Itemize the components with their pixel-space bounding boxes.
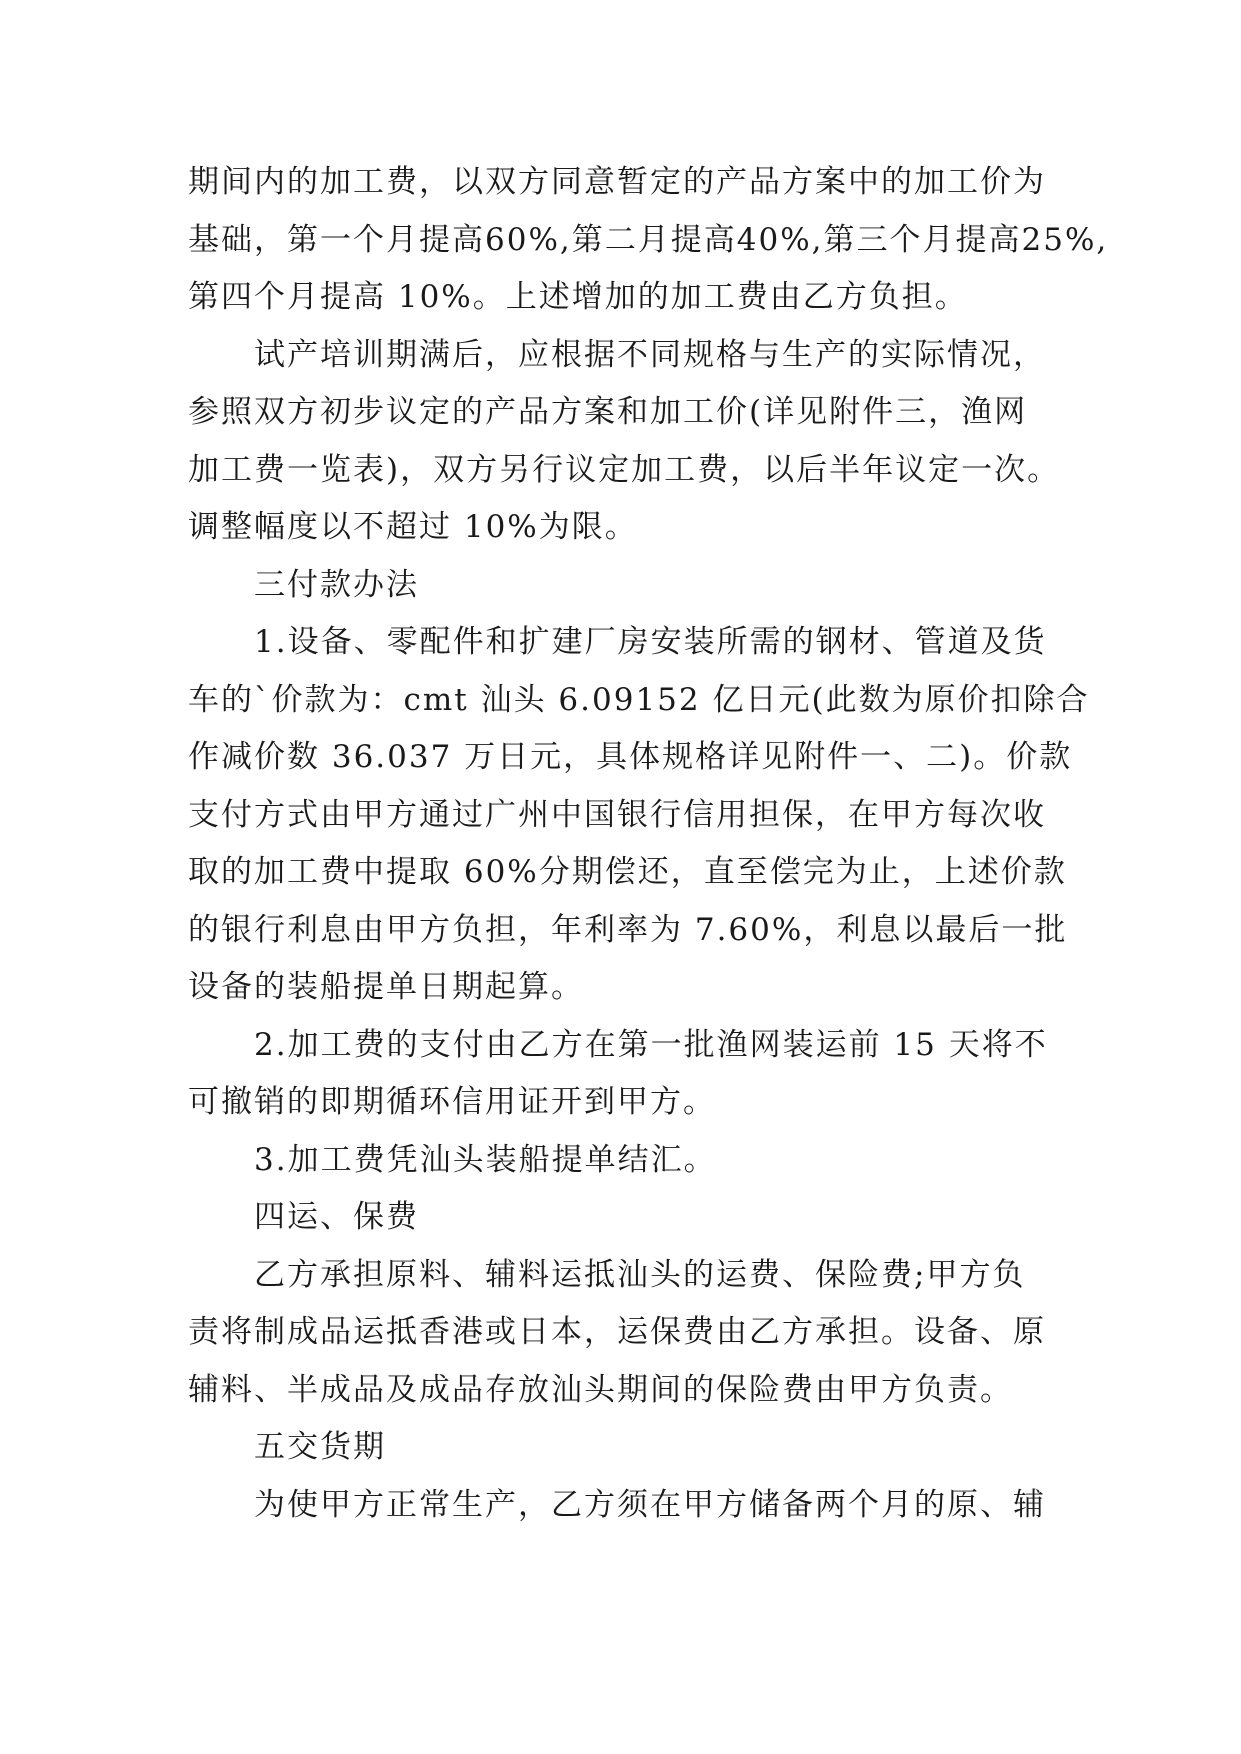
text-line: 参照双方初步议定的产品方案和加工价(详见附件三，渔网 (188, 394, 1028, 430)
paragraph-start-line: 2.加工费的支付由乙方在第一批渔网装运前 15 天将不 (254, 1026, 1048, 1063)
section-heading-shipping-insurance: 四运、保费 (254, 1199, 419, 1235)
text-line: 辅料、半成品及成品存放汕头期间的保险费由甲方负责。 (188, 1371, 1013, 1408)
section-heading-payment: 三付款办法 (254, 566, 419, 603)
section-heading-delivery-period: 五交货期 (254, 1429, 386, 1465)
text-line: 加工费一览表)，双方另行议定加工费，以后半年议定一次。 (188, 451, 1061, 488)
paragraph-start-line: 3.加工费凭汕头装船提单结汇。 (254, 1141, 717, 1178)
document-body (188, 154, 1109, 1534)
text-line: 期间内的加工费，以双方同意暂定的产品方案中的加工价为 (188, 164, 1046, 200)
paragraph-start-line: 乙方承担原料、辅料运抵汕头的运费、保险费;甲方负 (254, 1256, 1026, 1293)
text-line: 责将制成品运抵香港或日本，运保费由乙方承担。设备、原 (188, 1314, 1046, 1350)
text-line: 可撤销的即期循环信用证开到甲方。 (188, 1084, 716, 1120)
paragraph-start-line: 1.设备、零配件和扩建厂房安装所需的钢材、管道及货 (254, 624, 1047, 660)
text-line: 车的`价款为：cmt 汕头 6.09152 亿日元(此数为原价扣除合 (188, 681, 1090, 718)
text-line: 第四个月提高 10%。上述增加的加工费由乙方负担。 (188, 279, 968, 315)
text-line: 作减价数 36.037 万日元，具体规格详见附件一、二)。价款 (188, 739, 1073, 775)
text-line: 取的加工费中提取 60%分期偿还，直至偿完为止，上述价款 (188, 854, 1067, 890)
paragraph-start-line: 为使甲方正常生产，乙方须在甲方储备两个月的原、辅 (254, 1486, 1046, 1523)
text-line: 设备的装船提单日期起算。 (188, 969, 584, 1005)
text-line: 的银行利息由甲方负担，年利率为 7.60%，利息以最后一批 (188, 911, 1068, 948)
text-line: 基础，第一个月提高60%,第二月提高40%,第三个月提高25%, (188, 221, 1109, 258)
text-line: 调整幅度以不超过 10%为限。 (188, 509, 638, 545)
text-line: 支付方式由甲方通过广州中国银行信用担保，在甲方每次收 (188, 796, 1046, 833)
paragraph-start-line: 试产培训期满后，应根据不同规格与生产的实际情况， (254, 336, 1046, 373)
